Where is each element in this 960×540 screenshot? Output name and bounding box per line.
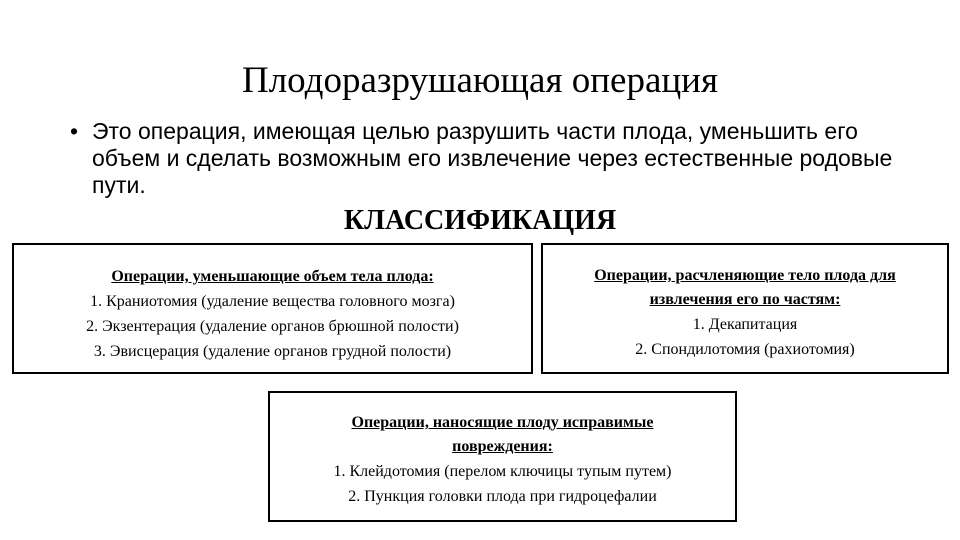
list-item: 2. Экзентерация (удаление органов брюшной полости)	[86, 318, 459, 335]
box-reducing-operations	[12, 243, 533, 374]
box-heading: извлечения его по частям:	[649, 291, 841, 308]
list-item: 3. Эвисцерация (удаление органов грудной полости)	[93, 343, 452, 360]
bullet-mark: •	[70, 118, 79, 144]
classification-heading: КЛАССИФИКАЦИЯ	[343, 205, 617, 236]
box-heading: Операции, расчленяющие тело плода для	[594, 267, 896, 284]
box-heading: повреждения:	[452, 438, 553, 455]
list-item: 1. Краниотомия (удаление вещества головного мозга)	[90, 293, 455, 310]
box-heading: Операции, уменьшающие объем тела плода:	[111, 268, 434, 285]
list-item: 2. Спондилотомия (рахиотомия)	[635, 341, 855, 358]
box-correctable-injury-operations	[268, 391, 737, 522]
list-item: 1. Клейдотомия (перелом ключицы тупым путем)	[333, 463, 672, 480]
list-item: 1. Декапитация	[692, 316, 798, 333]
definition-text: Это операция, имеющая целью разрушить части плода, уменьшить его объем и сделать возможным его извлечение через естественные родовые пути.	[92, 118, 893, 198]
slide-title: Плодоразрушающая операция	[242, 60, 718, 101]
definition-bullet	[70, 118, 930, 199]
box-dismembering-operations	[541, 243, 949, 374]
box-heading: Операции, наносящие плоду исправимые	[351, 414, 654, 431]
list-item: 2. Пункция головки плода при гидроцефалии	[348, 488, 657, 505]
